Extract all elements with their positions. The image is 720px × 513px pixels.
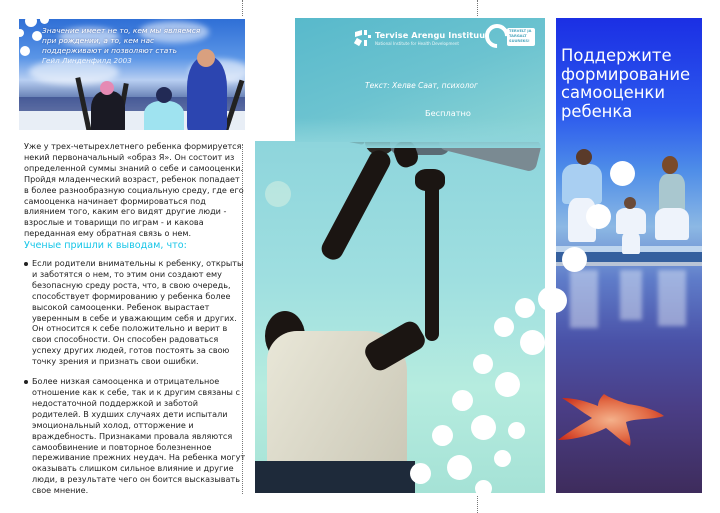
logo-name: Tervise Arengu Instituut — [375, 30, 490, 40]
bullet-icon — [24, 380, 28, 384]
tai-star-icon — [355, 30, 371, 46]
decor-bubble — [447, 455, 472, 480]
bullet-text: Более низкая самооценка и отрицательное отношение как к себе, так и к другим связаны с недостаточной поддержкой и заботой родителей. В худших случаях дети испытали эмоциональный холод, отторжение и враждебность. Признаками провала являются самообвинение и повторное болезненное переживание прежних неудач. На ребенка могут оказывать слишком сильное влияние и другие люди, в результате чего он боится высказывать свое мнение. — [32, 376, 246, 496]
decor-bubble — [494, 450, 511, 467]
bullet-text: Если родители внимательны к ребенку, открыты и заботятся о нем, то этим они создают ему безопасную среду роста, что, в свою очередь, способствует формированию у ребенка более высокой самооценки. Ребенок вырастает уверенным в себе и уважающим себя и других. Он относится к себе положительно и верит в свои способности. Он способен радоваться успеху других людей, готов постоять за свою точку зрения и признать свои ошибки. — [32, 258, 244, 367]
decor-bubble — [32, 31, 42, 41]
decor-bubble — [556, 288, 567, 313]
decor-bubble — [25, 19, 37, 27]
middle-panel — [255, 18, 545, 493]
bullet-icon — [24, 262, 28, 266]
cover-panel — [556, 18, 702, 493]
decor-bubble — [515, 298, 535, 318]
list-item — [24, 258, 246, 367]
decor-bubble — [452, 390, 473, 411]
tai-logo — [355, 30, 489, 46]
epigraph-quote: Значение имеет не то, кем мы являемся при рождении, а то, кем нас поддерживают и позволяют стать — [42, 26, 201, 55]
decor-bubble — [520, 330, 545, 355]
fold-line-bottom-middle — [477, 496, 478, 513]
decor-bubble — [473, 354, 493, 374]
fold-line-top-middle — [477, 0, 478, 16]
intro-paragraph: Уже у трех-четырехлетнего ребенка формируется некий первоначальный «образ Я». Он состоит из определенной суммы знаний о себе и самооценки. Пройдя младенческий возраст, ребенок попадает в более разнообразную социальную среду, где его самооценка начинает формироваться под влиянием того, каким его видят другие люди - взрослые и товарищи по играм - и какова переданная ему обратная связь о нем. — [24, 141, 244, 239]
decor-bubble — [494, 317, 514, 337]
author-credit: Текст: Хелве Саат, психолог — [365, 81, 478, 90]
decor-bubble — [495, 372, 520, 397]
decor-bubble — [586, 204, 611, 229]
epigraph-author: Гейл Линденфилд 2003 — [42, 56, 132, 65]
price-label: Бесплатно — [425, 108, 471, 118]
findings-list — [24, 258, 246, 505]
decor-bubble — [475, 480, 492, 493]
decor-bubble — [562, 247, 587, 272]
decor-bubble — [471, 415, 496, 440]
list-item — [24, 376, 246, 496]
decor-bubble — [19, 29, 24, 37]
logo-subtitle: National Institute for Health Development — [375, 41, 459, 46]
starfish-icon — [556, 390, 666, 450]
decor-bubble — [40, 19, 49, 24]
fold-line-top-left — [242, 0, 243, 16]
findings-subheading: Ученые пришли к выводам, что: — [24, 240, 187, 251]
partner-logo-text: TERVELT JA TARGALT SUUREKS! — [507, 28, 535, 46]
decor-bubble — [508, 422, 525, 439]
decor-bubble — [20, 46, 30, 56]
brochure-title: Поддержите формирование самооценки ребенка — [561, 46, 691, 121]
decor-bubble — [610, 161, 635, 186]
decor-bubble — [410, 463, 431, 484]
partner-logo — [485, 24, 537, 50]
decor-bubble — [432, 425, 453, 446]
